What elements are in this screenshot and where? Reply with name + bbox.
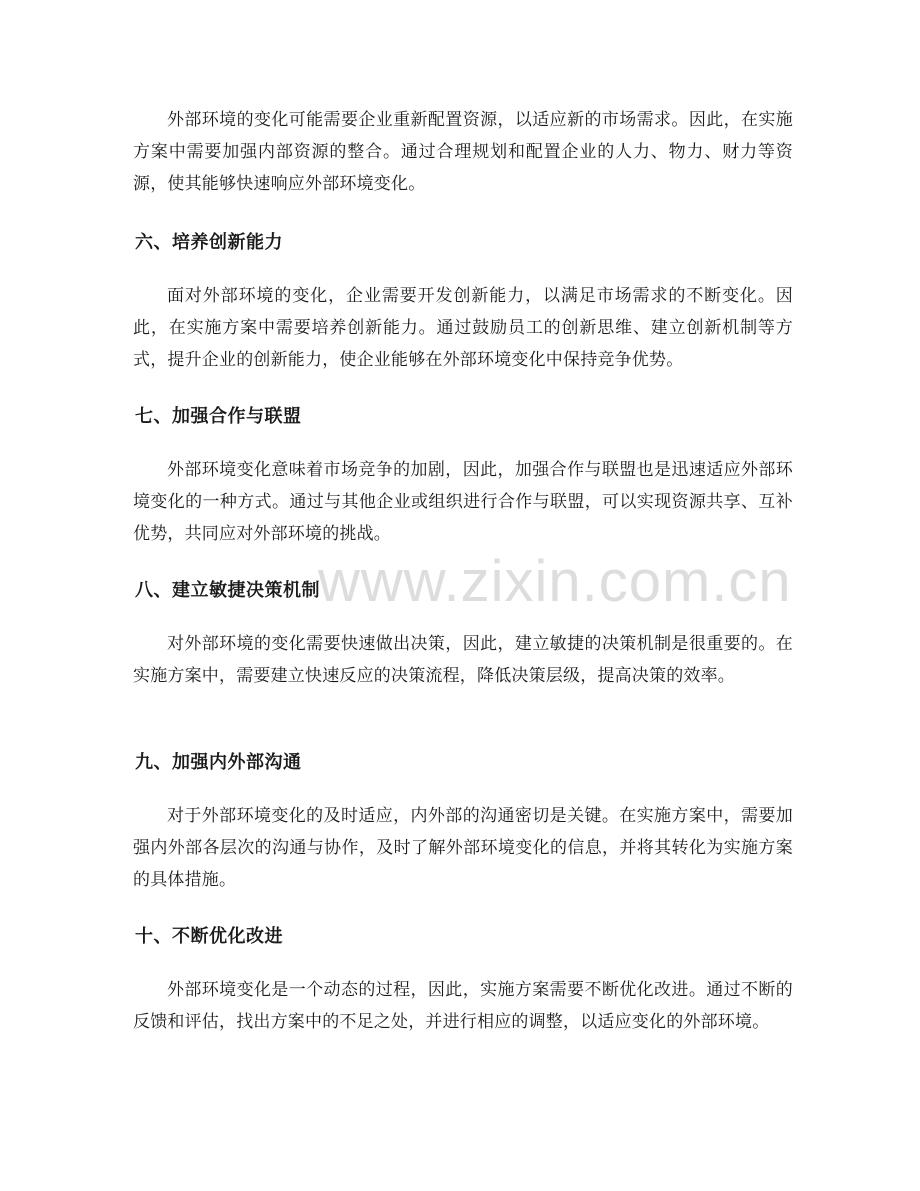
section-body-8: 对外部环境的变化需要快速做出决策，因此，建立敏捷的决策机制是很重要的。在实施方案中，需要建立快速反应的决策流程，降低决策层级，提高决策的效率。	[133, 634, 793, 686]
section-body-6: 面对外部环境的变化，企业需要开发创新能力，以满足市场需求的不断变化。因此，在实施方案中需要培养创新能力。通过鼓励员工的创新思维、建立创新机制等方式，提升企业的创新能力，使企业能够在外部环境变化中保持竞争优势。	[133, 286, 793, 370]
section-body-10: 外部环境变化是一个动态的过程，因此，实施方案需要不断优化改进。通过不断的反馈和评估，找出方案中的不足之处，并进行相应的调整，以适应变化的外部环境。	[133, 980, 793, 1032]
section-body-7: 外部环境变化意味着市场竞争的加剧，因此，加强合作与联盟也是迅速适应外部环境变化的一种方式。通过与其他企业或组织进行合作与联盟，可以实现资源共享、互补优势，共同应对外部环境的挑战。	[133, 460, 793, 544]
section-heading-10: 十、不断优化改进	[135, 926, 283, 947]
intro-paragraph: 外部环境的变化可能需要企业重新配置资源，以适应新的市场需求。因此，在实施方案中需要加强内部资源的整合。通过合理规划和配置企业的人力、物力、财力等资源，使其能够快速响应外部环境变化。	[133, 110, 793, 194]
watermark: www.zixin.com.cn	[318, 549, 792, 614]
section-heading-7: 七、加强合作与联盟	[135, 406, 302, 427]
section-body-9: 对于外部环境变化的及时适应，内外部的沟通密切是关键。在实施方案中，需要加强内外部各层次的沟通与协作，及时了解外部环境变化的信息，并将其转化为实施方案的具体措施。	[133, 806, 793, 890]
section-heading-9: 九、加强内外部沟通	[135, 752, 302, 773]
section-heading-6: 六、培养创新能力	[135, 232, 283, 253]
section-heading-8: 八、建立敏捷决策机制	[135, 580, 320, 601]
